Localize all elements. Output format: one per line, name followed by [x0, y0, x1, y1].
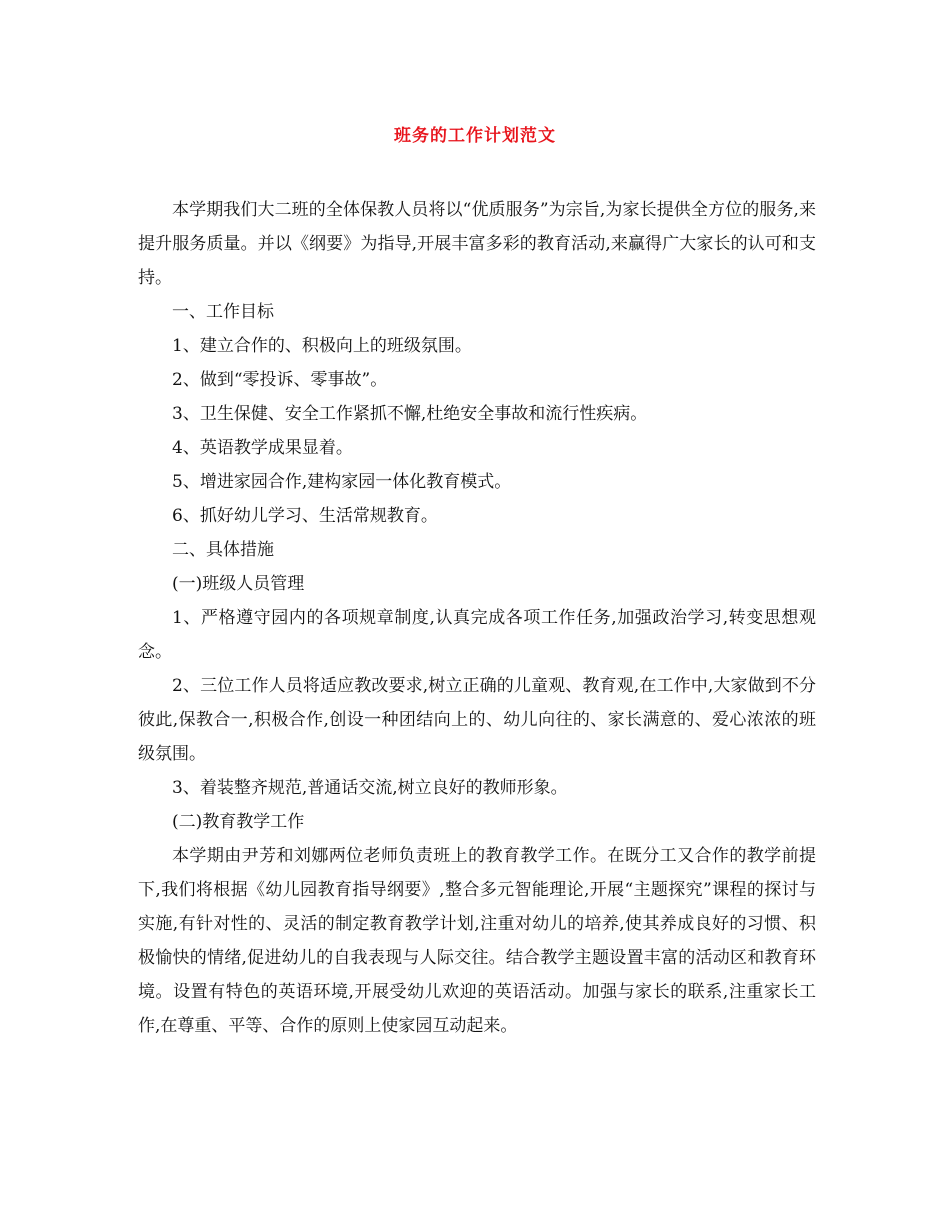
goal-item-6: 6、抓好幼儿学习、生活常规教育。 — [172, 506, 438, 526]
document-title: 班务的工作计划范文 — [394, 126, 556, 146]
goal-item-2: 2、做到“零投诉、零事故”。 — [172, 370, 388, 390]
heading-measures: 二、具体措施 — [172, 540, 274, 560]
staff-item-3: 3、着装整齐规范,普通话交流,树立良好的教师形象。 — [172, 778, 568, 798]
paragraph-teaching: 本学期由尹芳和刘娜两位老师负责班上的教育教学工作。在既分工又合作的教学前提下,我们将根据《幼儿园教育指导纲要》,整合多元智能理论,开展“主题探究”课程的探讨与实施,有针对性的、灵活的制定教育教学计划,注重对幼儿的培养,使其养成良好的习惯、积极愉快的情绪,促进幼儿的自我表现与人际交往。结合教学主题设置丰富的活动区和教育环境。设置有特色的英语环境,开展受幼儿欢迎的英语活动。加强与家长的联系,注重家长工作,在尊重、平等、合作的原则上使家园互动起来。 — [138, 846, 816, 1036]
subheading-teaching-work: (二)教育教学工作 — [172, 812, 305, 832]
staff-item-2: 2、三位工作人员将适应教改要求,树立正确的儿童观、教育观,在工作中,大家做到不分彼此,保教合一,积极合作,创设一种团结向上的、幼儿向往的、家长满意的、爱心浓浓的班级氛围。 — [138, 676, 816, 764]
goal-item-1: 1、建立合作的、积极向上的班级氛围。 — [172, 336, 472, 356]
heading-work-goals: 一、工作目标 — [172, 302, 274, 322]
goal-item-5: 5、增进家园合作,建构家园一体化教育模式。 — [172, 472, 512, 492]
document-body — [138, 193, 816, 1043]
paragraph-intro: 本学期我们大二班的全体保教人员将以“优质服务”为宗旨,为家长提供全方位的服务,来提升服务质量。并以《纲要》为指导,开展丰富多彩的教育活动,来赢得广大家长的认可和支持。 — [138, 200, 816, 288]
staff-item-1: 1、严格遵守园内的各项规章制度,认真完成各项工作任务,加强政治学习,转变思想观念。 — [138, 608, 816, 662]
goal-item-3: 3、卫生保健、安全工作紧抓不懈,杜绝安全事故和流行性疾病。 — [172, 404, 648, 424]
subheading-staff-management: (一)班级人员管理 — [172, 574, 305, 594]
goal-item-4: 4、英语教学成果显着。 — [172, 438, 353, 458]
